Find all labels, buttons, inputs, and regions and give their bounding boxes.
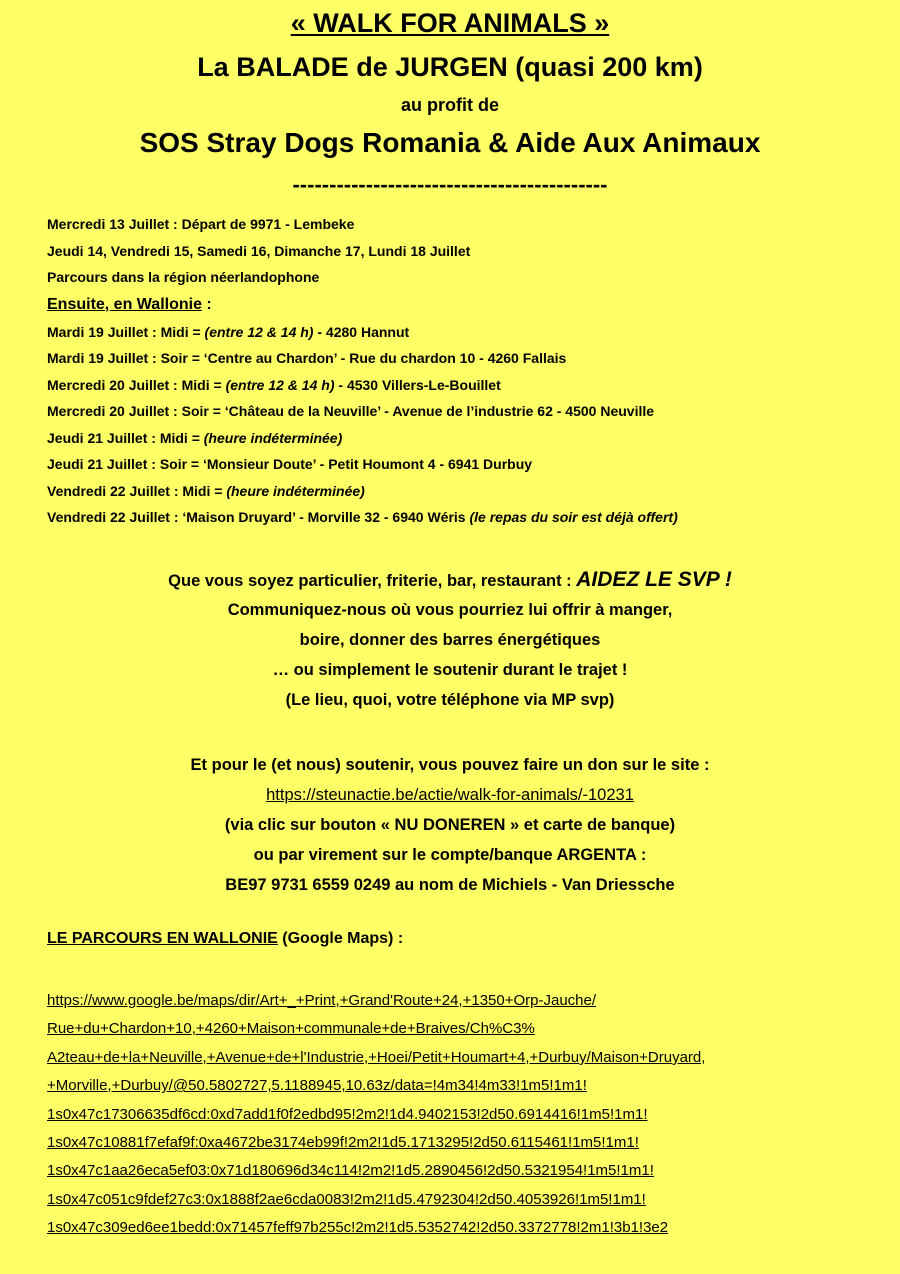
appeal-line: Communiquez-nous où vous pourriez lui offrir à manger,	[227, 601, 673, 619]
parcours-heading-text: LE PARCOURS EN WALLONIE	[47, 930, 278, 947]
parcours-heading-suffix: (Google Maps) :	[277, 930, 404, 947]
schedule-line	[47, 425, 887, 452]
schedule-line: Mercredi 13 Juillet : Départ de 9971 - Lembeke	[47, 216, 355, 232]
donate-line: Et pour le (et nous) soutenir, vous pouvez faire un don sur le site :	[190, 756, 710, 774]
schedule-line	[47, 478, 887, 505]
title-beneficiaries: SOS Stray Dogs Romania & Aide Aux Animaux	[139, 127, 761, 158]
schedule-time: (entre 12 & 14 h)	[225, 376, 335, 393]
schedule-text: Vendredi 22 Juillet : ‘Maison Druyard’ - Morville 32 - 6940 Wéris	[47, 509, 470, 525]
schedule-text: Jeudi 21 Juillet : Midi =	[47, 429, 204, 446]
maps-link-line[interactable]: 1s0x47c10881f7efaf9f:0xa4672be3174eb99f!2m2!1d5.1713295!2d50.6115461!1m5!1m1!	[47, 1133, 639, 1151]
schedule-text: - 4530 Villers-Le-Bouillet	[334, 376, 501, 393]
wallonie-heading-colon: :	[201, 295, 212, 313]
schedule-text: Vendredi 22 Juillet : Midi =	[47, 482, 227, 499]
wallonie-heading-text: Ensuite, en Wallonie	[47, 295, 202, 313]
maps-link-line[interactable]: 1s0x47c309ed6ee1bedd:0x71457feff97b255c!2m2!1d5.5352742!2d50.3372778!2m1!3b1!3e2	[47, 1219, 669, 1237]
schedule-list	[47, 211, 887, 531]
maps-link-line[interactable]: 1s0x47c17306635df6cd:0xd7add1f0f2edbd95!2m2!1d4.9402153!2d50.6914416!1m5!1m1!	[47, 1105, 648, 1123]
donate-block	[0, 750, 900, 900]
schedule-text: Mardi 19 Juillet : Midi =	[47, 323, 205, 340]
donate-line: ou par virement sur le compte/banque ARGENTA :	[253, 846, 647, 864]
appeal-text: Que vous soyez particulier, friterie, bar, restaurant :	[168, 572, 577, 590]
maps-link-line[interactable]: 1s0x47c051c9fdef27c3:0x1888f2ae6cda0083!2m2!1d5.4792304!2d50.4053926!1m5!1m1!	[47, 1190, 646, 1208]
schedule-line	[47, 504, 887, 531]
title-au-profit: au profit de	[401, 95, 499, 115]
schedule-line	[47, 319, 887, 346]
maps-link-line[interactable]: https://www.google.be/maps/dir/Art+_+Print,+Grand'Route+24,+1350+Orp-Jauche/	[47, 992, 597, 1009]
appeal-line: boire, donner des barres énergétiques	[299, 631, 601, 649]
parcours-heading	[47, 930, 403, 948]
schedule-line: Parcours dans la région néerlandophone	[47, 269, 320, 285]
donate-line: (via clic sur bouton « NU DONEREN » et carte de banque)	[224, 816, 676, 834]
schedule-line: Mercredi 20 Juillet : Soir = ‘Château de la Neuville’ - Avenue de l’industrie 62 - 4500 Neuville	[47, 403, 655, 419]
separator-line: -------------------------------------------	[292, 172, 608, 197]
wallonie-heading	[47, 291, 887, 319]
maps-link-line[interactable]: 1s0x47c1aa26eca5ef03:0x71d180696d34c114!2m2!1d5.2890456!2d50.5321954!1m5!1m1!	[47, 1162, 654, 1180]
schedule-time: (entre 12 & 14 h)	[204, 323, 314, 340]
schedule-line: Mardi 19 Juillet : Soir = ‘Centre au Chardon’ - Rue du chardon 10 - 4260 Fallais	[47, 350, 567, 366]
maps-link-line[interactable]: +Morville,+Durbuy/@50.5802727,5.1188945,10.63z/data=!4m34!4m33!1m5!1m1!	[47, 1077, 587, 1095]
maps-link-line[interactable]: A2teau+de+la+Neuville,+Avenue+de+l'Industrie,+Hoei/Petit+Houmart+4,+Durbuy/Maison+Druyard,	[47, 1048, 706, 1066]
schedule-text: - 4280 Hannut	[313, 323, 410, 340]
donate-link-row	[0, 780, 900, 810]
appeal-block	[0, 565, 900, 715]
appeal-line: (Le lieu, quoi, votre téléphone via MP svp)	[285, 691, 615, 709]
appeal-callout: AIDEZ LE SVP !	[576, 568, 732, 591]
appeal-line: … ou simplement le soutenir durant le trajet !	[272, 661, 628, 679]
schedule-text: Mercredi 20 Juillet : Midi =	[47, 376, 226, 393]
schedule-line: Jeudi 21 Juillet : Soir = ‘Monsieur Doute’ - Petit Houmont 4 - 6941 Durbuy	[47, 456, 533, 472]
title-walk-for-animals: « WALK FOR ANIMALS »	[290, 8, 610, 38]
bank-account-line: BE97 9731 6559 0249 au nom de Michiels - Van Driessche	[225, 876, 675, 894]
schedule-time: (heure indéterminée)	[203, 429, 343, 446]
schedule-time: (heure indéterminée)	[226, 482, 365, 499]
schedule-line: Jeudi 14, Vendredi 15, Samedi 16, Dimanche 17, Lundi 18 Juillet	[47, 242, 471, 259]
maps-link-line[interactable]: Rue+du+Chardon+10,+4260+Maison+communale+de+Braives/Ch%C3%	[47, 1020, 535, 1038]
google-maps-link[interactable]	[47, 987, 887, 1243]
title-balade: La BALADE de JURGEN (quasi 200 km)	[197, 52, 703, 82]
donation-link[interactable]: https://steunactie.be/actie/walk-for-animals/-10231	[266, 786, 634, 804]
schedule-line	[47, 372, 887, 399]
schedule-note: (le repas du soir est déjà offert)	[469, 509, 678, 525]
appeal-line	[0, 565, 900, 595]
